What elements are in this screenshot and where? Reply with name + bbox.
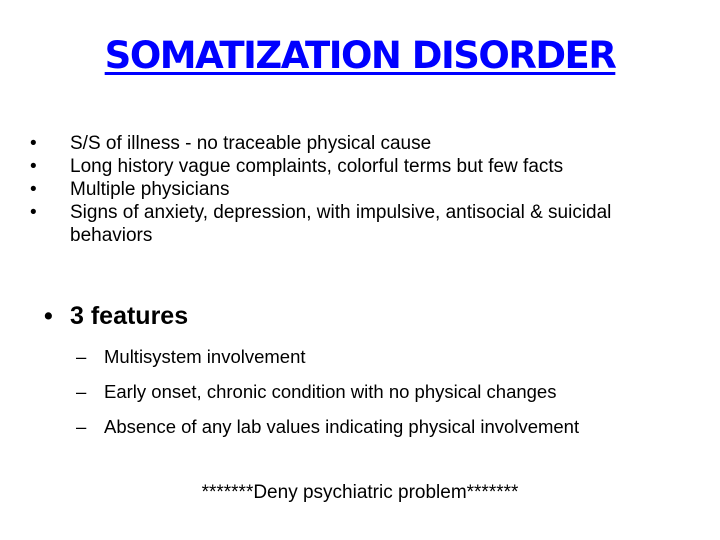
bullet-list (30, 132, 690, 247)
feature-item (76, 415, 696, 438)
feature-item (76, 380, 696, 403)
feature-text: Multisystem involvement (104, 346, 306, 367)
bullet-marker: • (30, 179, 37, 200)
dash-marker: – (76, 346, 87, 367)
features-heading (44, 302, 188, 331)
features-heading-text: 3 features (70, 302, 189, 330)
feature-text: Absence of any lab values indicating physical involvement (104, 416, 580, 437)
bullet-marker: • (30, 202, 37, 223)
footer-note: *******Deny psychiatric problem******* (201, 482, 519, 503)
features-list (76, 345, 696, 450)
bullet-text: Signs of anxiety, depression, with impulsive, antisocial & suicidal behaviors (70, 202, 612, 246)
bullet-text: Multiple physicians (70, 179, 230, 200)
bullet-item (30, 155, 690, 178)
bullet-item (30, 178, 690, 201)
bullet-text: S/S of illness - no traceable physical cause (70, 133, 432, 154)
slide-title: SOMATIZATION DISORDER (104, 34, 616, 77)
bullet-marker: • (44, 302, 53, 330)
bullet-item (30, 132, 690, 155)
dash-marker: – (76, 381, 87, 402)
feature-text: Early onset, chronic condition with no physical changes (104, 381, 557, 402)
bullet-marker: • (30, 156, 37, 177)
feature-item (76, 345, 696, 368)
bullet-item (30, 201, 690, 247)
bullet-marker: • (30, 133, 37, 154)
bullet-text: Long history vague complaints, colorful terms but few facts (70, 156, 564, 177)
dash-marker: – (76, 416, 87, 437)
